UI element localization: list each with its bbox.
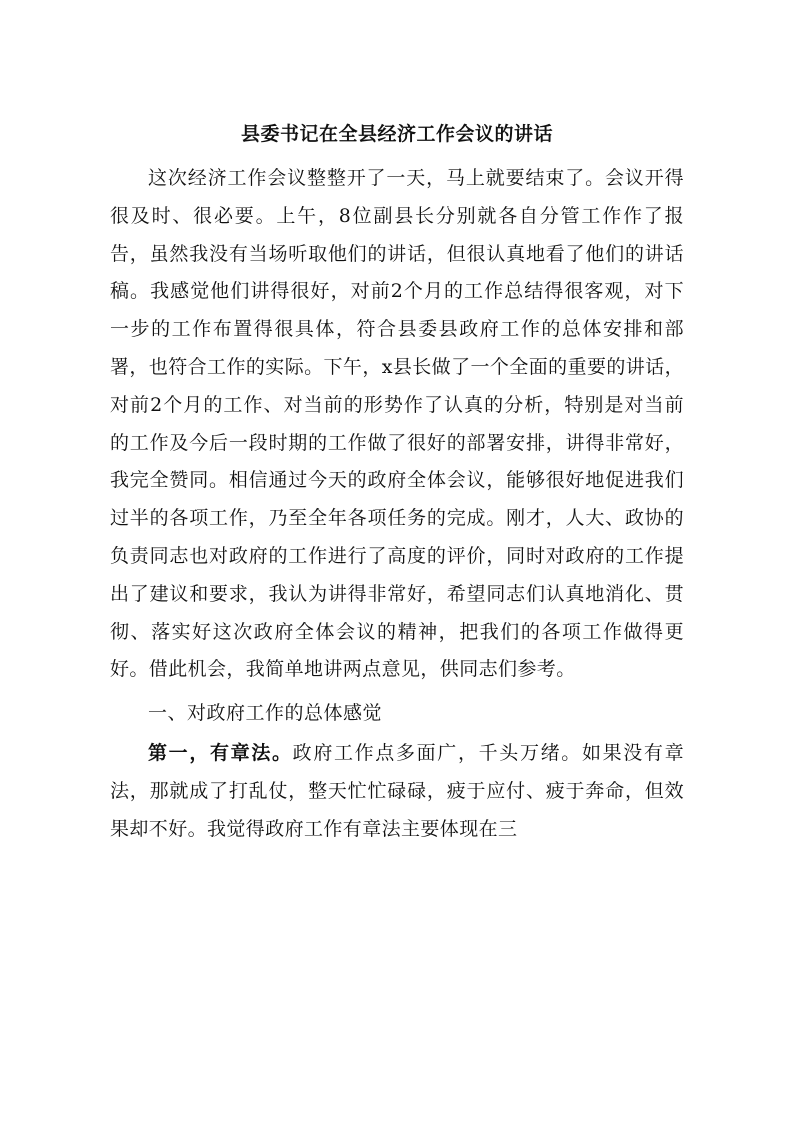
document-page <box>110 118 684 848</box>
section-heading: 一、对政府工作的总体感觉 <box>148 702 383 725</box>
point-one-text: 政府工作点多面广，千头万绪。如果没有章法，那就成了打乱仗，整天忙忙碌碌，疲于应付、疲于奔命，但效果却不好。我觉得政府工作有章法主要体现在三 <box>110 741 684 840</box>
point-one-paragraph <box>110 735 684 848</box>
intro-paragraph: 这次经济工作会议整整开了一天，马上就要结束了。会议开得很及时、很必要。上午，8位副县长分别就各自分管工作作了报告，虽然我没有当场听取他们的讲话，但很认真地看了他们的讲话稿。我感觉他们讲得很好，对前2个月的工作总结得很客观，对下一步的工作布置得很具体，符合县委县政府工作的总体安排和部署，也符合工作的实际。下午，x县长做了一个全面的重要的讲话，对前2个月的工作、对当前的形势作了认真的分析，特别是对当前的工作及今后一段时期的工作做了很好的部署安排，讲得非常好，我完全赞同。相信通过今天的政府全体会议，能够很好地促进我们过半的各项工作，乃至全年各项任务的完成。刚才，人大、政协的负责同志也对政府的工作进行了高度的评价，同时对政府的工作提出了建议和要求，我认为讲得非常好，希望同志们认真地消化、贯彻、落实好这次政府全体会议的精神，把我们的各项工作做得更好。借此机会，我简单地讲两点意见，供同志们参考。 <box>110 167 684 681</box>
document-title: 县委书记在全县经济工作会议的讲话 <box>240 123 553 145</box>
point-one-label: 第一，有章法。 <box>148 741 293 764</box>
